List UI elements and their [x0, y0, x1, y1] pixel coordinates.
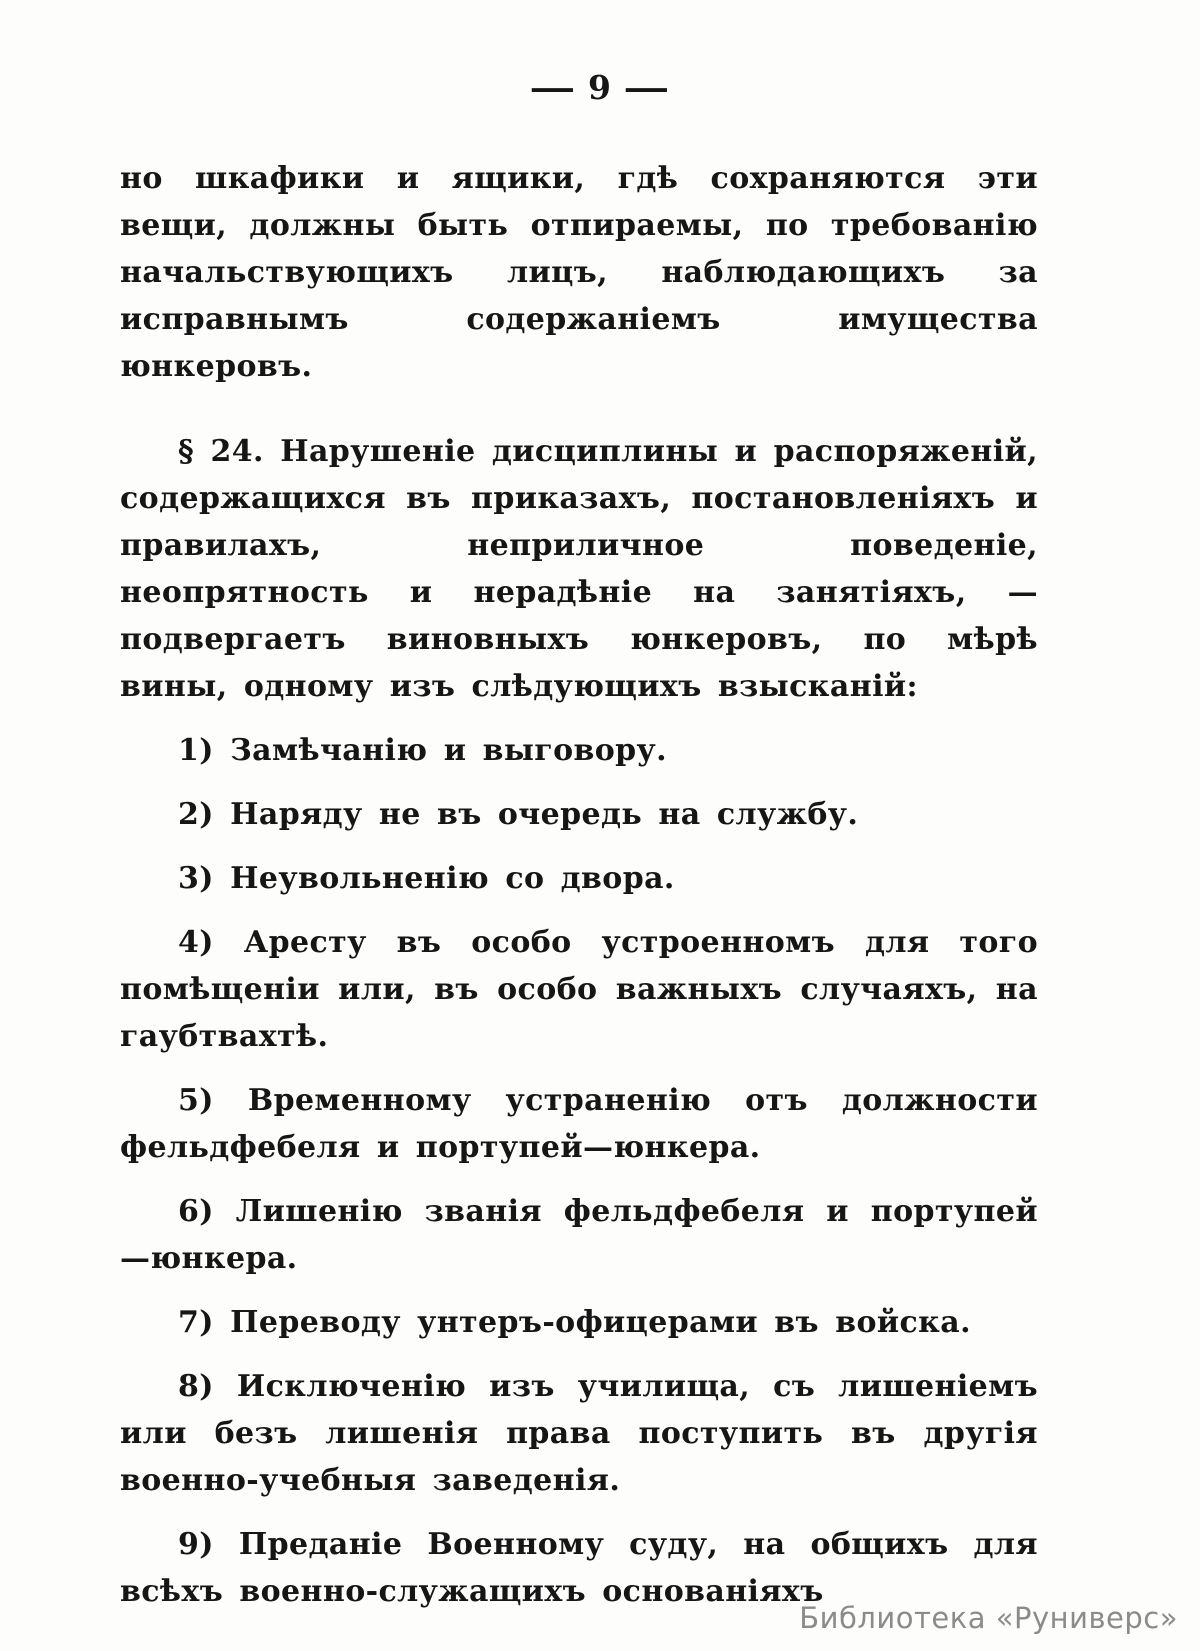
list-item-8: 8) Исключенію изъ училища, съ лишеніемъ или безъ лишенія права поступить въ другія военно-учебныя заведенія. — [120, 1369, 1038, 1498]
paragraph-section-24: § 24. Нарушеніе дисциплины и распоряженій, содержащихся въ приказахъ, постановленіяхъ и правилахъ, неприличное поведеніе, неопрятность и нерадѣніе на занятіяхъ, — подвергаетъ виновныхъ юнкеровъ, по мѣрѣ вины, одному изъ слѣдующихъ взысканій: — [120, 434, 1038, 704]
list-item-5: 5) Временному устраненію отъ должности фельдфебеля и портупей—юнкера. — [120, 1083, 1038, 1165]
page-number: 9 — [588, 68, 612, 107]
list-item-2: 2) Наряду не въ очередь на службу. — [178, 797, 859, 832]
page-header — [0, 0, 1200, 107]
library-watermark: Библиотека «Руниверс» — [799, 1601, 1178, 1635]
header-dash-left: — — [529, 68, 577, 107]
page-body — [0, 155, 1200, 1615]
list-item-6: 6) Лишенію званія фельдфебеля и портупей—юнкера. — [120, 1194, 1038, 1276]
list-item-4: 4) Аресту въ особо устроенномъ для того помѣщеніи или, въ особо важныхъ случаяхъ, на гаубтвахтѣ. — [120, 925, 1038, 1054]
list-item-7: 7) Переводу унтеръ-офицерами въ войска. — [178, 1305, 971, 1340]
list-item-9: 9) Преданіе Военному суду, на общихъ для всѣхъ военно-служащихъ основаніяхъ — [120, 1527, 1038, 1609]
penalties-list — [0, 727, 1200, 1615]
list-item-1: 1) Замѣчанію и выговору. — [178, 733, 667, 768]
list-item-3: 3) Неувольненію со двора. — [178, 861, 675, 896]
paragraph-continuation: но шкафики и ящики, гдѣ сохраняются эти вещи, должны быть отпираемы, по требованію начальствующихъ лицъ, наблюдающихъ за исправнымъ содержаніемъ имущества юнкеровъ. — [120, 161, 1038, 384]
header-dash-right: — — [623, 68, 671, 107]
